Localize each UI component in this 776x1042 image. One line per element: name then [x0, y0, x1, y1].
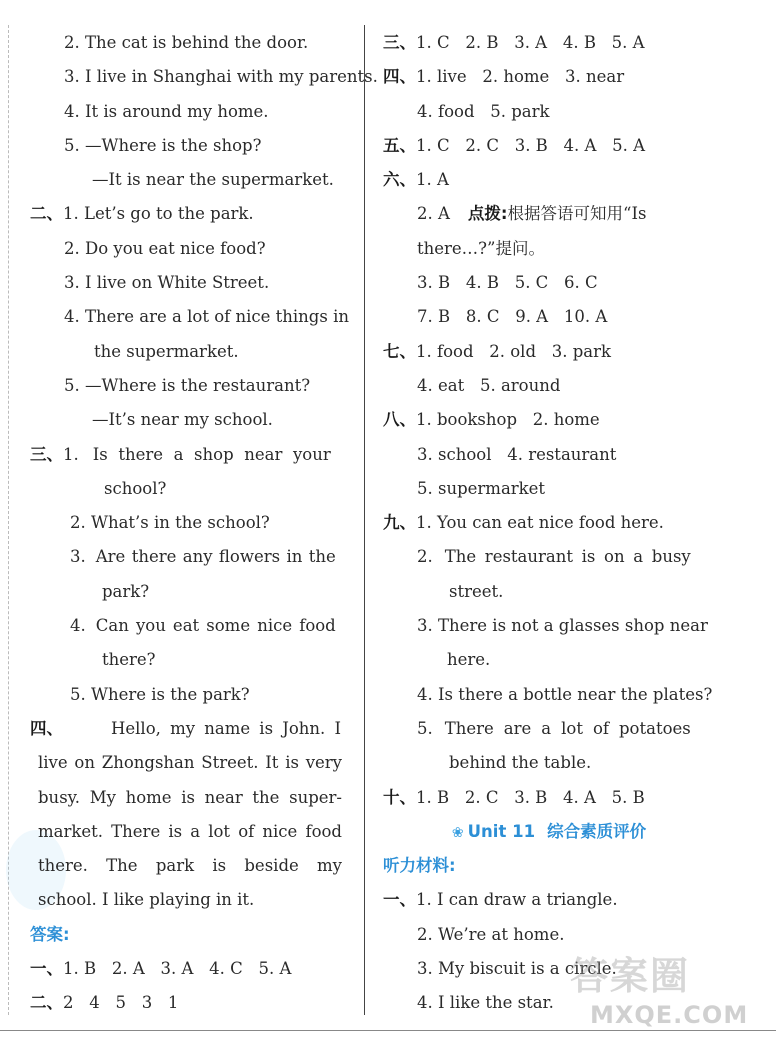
answer-line: 2. A 点拨:根据答语可知用“Is	[417, 204, 647, 224]
watermark-url: MXQE.COM	[590, 1001, 749, 1029]
answer-line: 3. B 4. B 5. C 6. C	[417, 273, 598, 293]
bottom-rule	[0, 1030, 776, 1031]
section-marker: 二、	[30, 204, 63, 224]
answers-heading: 答案:	[30, 924, 70, 944]
section-marker: 六、	[383, 170, 416, 190]
section-line: 八、1. bookshop 2. home	[383, 403, 695, 437]
section-line: 四、 Hello, my name is John. I	[30, 712, 348, 746]
answer-line: behind the table.	[449, 753, 592, 773]
section-marker: 七、	[383, 341, 416, 361]
answer-line: here.	[447, 650, 491, 670]
section-line: 七、1. food 2. old 3. park	[383, 335, 695, 369]
answer-line: 4. food 5. park	[417, 101, 550, 121]
answer-line: school?	[104, 478, 167, 498]
answer-line: 2. The restaurant is on a busy	[417, 547, 691, 567]
section-line: 五、1. C 2. C 3. B 4. A 5. A	[383, 129, 695, 163]
unit-heading: ❀ Unit 11 综合素质评价	[451, 821, 647, 841]
answer-line: —It is near the supermarket.	[92, 170, 334, 190]
answer-line: 4. I like the star.	[417, 993, 554, 1013]
answer-line: there?	[102, 650, 156, 670]
answer-line: 4. Can you eat some nice food	[70, 616, 336, 636]
paw-icon: ❀	[451, 824, 464, 841]
answer-line: there…?”提问。	[417, 238, 545, 258]
answer-line: 5. —Where is the shop?	[64, 135, 262, 155]
listening-heading: 听力材料:	[383, 856, 456, 876]
answer-line: park?	[102, 581, 150, 601]
section-line: 九、1. You can eat nice food here.	[383, 506, 695, 540]
section-line: 一、1. I can draw a triangle.	[383, 883, 695, 917]
answer-line: 4. It is around my home.	[64, 101, 269, 121]
column-divider	[364, 25, 365, 1015]
section-marker: 一、	[383, 890, 416, 910]
passage-line: busy. My home is near the super-	[38, 787, 342, 807]
section-marker: 二、	[30, 993, 63, 1013]
hint-label: 点拨:	[467, 204, 508, 224]
answer-line: 2. The cat is behind the door.	[64, 33, 309, 52]
answer-line: 4. There are a lot of nice things in	[64, 307, 349, 327]
section-line: 二、1. Let’s go to the park.	[30, 197, 348, 231]
answer-line: 2. We’re at home.	[417, 924, 565, 944]
section-marker: 九、	[383, 513, 416, 533]
section-marker: 四、	[30, 718, 63, 738]
answer-line: 3. Are there any flowers in the	[70, 547, 336, 567]
answer-line: 5. There are a lot of potatoes	[417, 718, 691, 738]
answer-line: —It’s near my school.	[92, 410, 273, 430]
answer-line: 2. Do you eat nice food?	[64, 238, 266, 258]
section-marker: 三、	[30, 444, 63, 464]
answer-line: 4. eat 5. around	[417, 375, 561, 395]
section-marker: 三、	[383, 33, 416, 52]
passage-line: there. The park is beside my	[38, 856, 342, 876]
answer-line: 3. There is not a glasses shop near	[417, 616, 708, 636]
section-marker: 四、	[383, 67, 416, 87]
section-marker: 十、	[383, 787, 416, 807]
answer-line: 3. I live in Shanghai with my parents.	[64, 67, 378, 87]
passage-line: market. There is a lot of nice food	[38, 821, 342, 841]
answer-line: the supermarket.	[94, 341, 239, 361]
answer-line: 3. school 4. restaurant	[417, 444, 617, 464]
answer-line: 4. Is there a bottle near the plates?	[417, 684, 713, 704]
section-marker: 一、	[30, 959, 63, 979]
answer-line: 7. B 8. C 9. A 10. A	[417, 307, 608, 327]
section-line: 三、1. C 2. B 3. A 4. B 5. A	[383, 26, 695, 60]
section-line: 一、1. B 2. A 3. A 4. C 5. A	[30, 952, 348, 986]
section-line: 三、1. Is there a shop near your	[30, 438, 348, 472]
watermark-logo: 答案圈	[570, 954, 691, 998]
section-marker: 五、	[383, 135, 416, 155]
answer-line: 3. My biscuit is a circle.	[417, 959, 617, 979]
section-line: 二、2 4 5 3 1	[30, 986, 348, 1020]
answer-line: 5. Where is the park?	[70, 684, 250, 704]
answer-line: 5. —Where is the restaurant?	[64, 375, 311, 395]
section-line: 十、1. B 2. C 3. B 4. A 5. B	[383, 781, 695, 815]
answer-line: 3. I live on White Street.	[64, 273, 270, 293]
section-line: 四、1. live 2. home 3. near	[383, 60, 695, 94]
answer-line: street.	[449, 581, 504, 601]
passage-line: school. I like playing in it.	[38, 890, 255, 910]
answer-line: 5. supermarket	[417, 478, 546, 498]
answer-line: 2. What’s in the school?	[70, 513, 270, 533]
section-marker: 八、	[383, 410, 416, 430]
passage-line: live on Zhongshan Street. It is very	[38, 753, 342, 773]
left-column	[30, 26, 378, 1021]
section-line: 六、1. A	[383, 163, 695, 197]
